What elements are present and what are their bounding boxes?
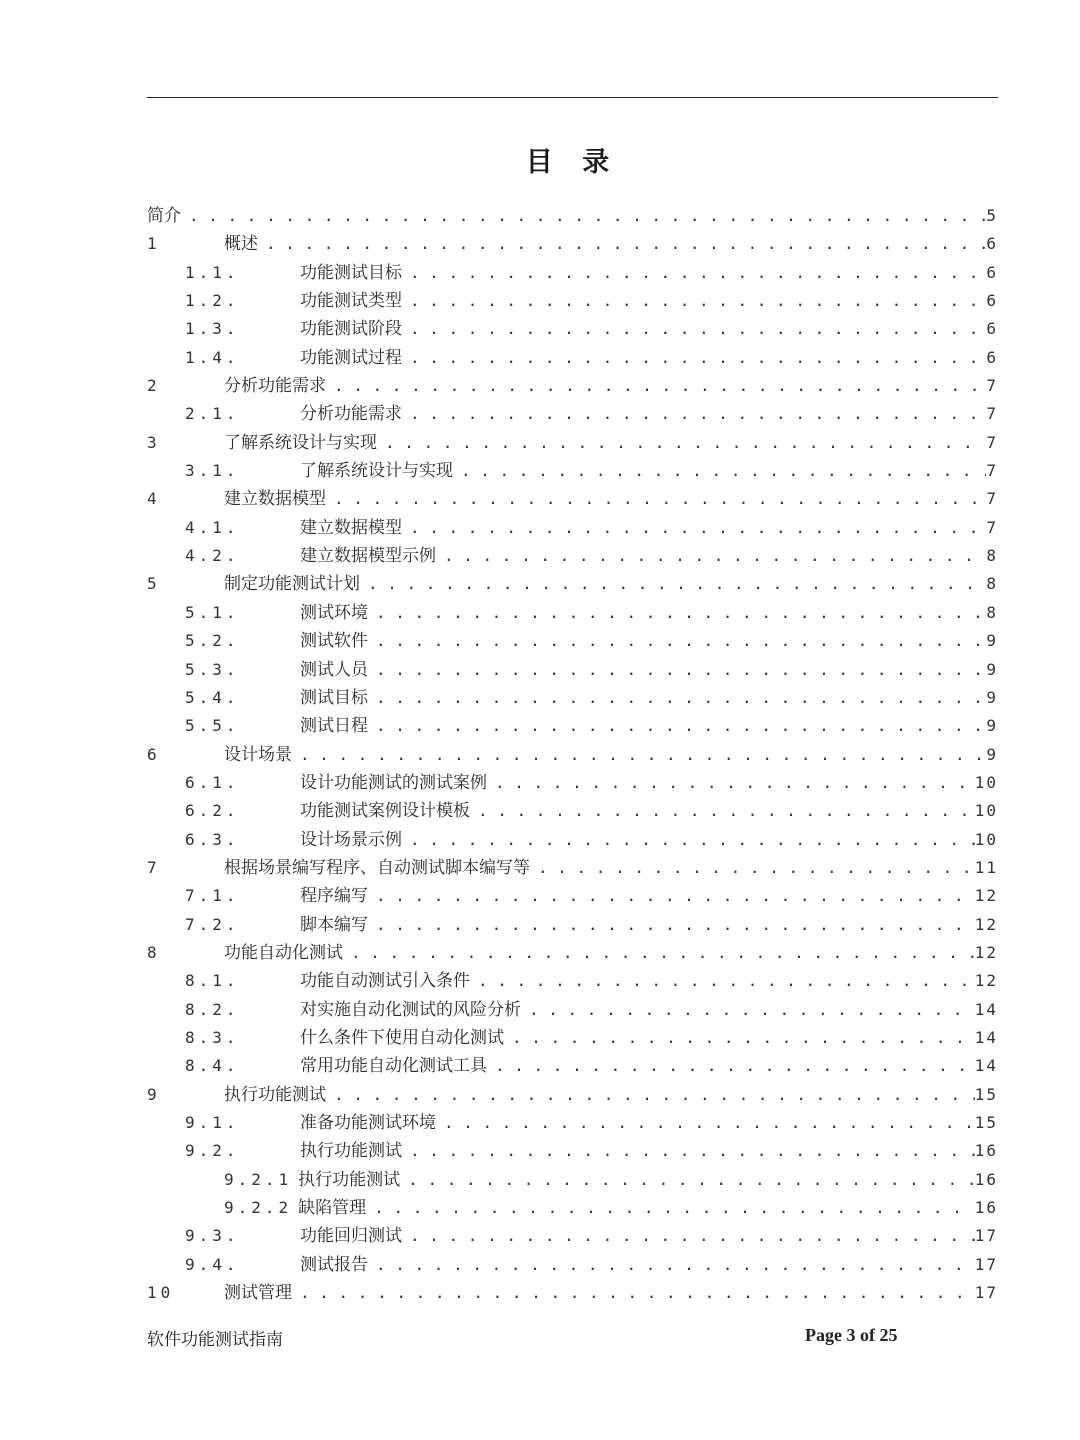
header-rule [147, 97, 998, 98]
toc-entry-page: 9 [986, 716, 998, 736]
toc-entry-title: 分析功能需求 [300, 404, 402, 425]
toc-entry-page: 12 [974, 886, 998, 906]
toc-entry[interactable] [147, 344, 998, 372]
toc-entry-number: 5.5. [185, 716, 240, 736]
toc-entry-page: 17 [974, 1283, 998, 1303]
toc-entry-page: 17 [974, 1254, 998, 1274]
toc-entry-page: 16 [974, 1198, 998, 1218]
footer-page-number: Page 3 of 25 [805, 1325, 898, 1345]
toc-entry[interactable] [147, 315, 998, 343]
toc-entry-page: 12 [974, 942, 998, 962]
toc-entry-page: 16 [974, 1169, 998, 1189]
toc-entry-page: 17 [974, 1226, 998, 1246]
toc-entry-title: 了解系统设计与实现 [224, 432, 377, 453]
toc-dot-leader [402, 514, 986, 542]
toc-entry-number: 5 [147, 574, 161, 594]
toc-entry[interactable] [147, 996, 998, 1024]
toc-entry[interactable] [147, 485, 998, 513]
toc-entry-title: 功能自动化测试 [224, 942, 343, 963]
toc-dot-leader [521, 996, 975, 1024]
toc-entry-title: 测试软件 [300, 631, 368, 652]
toc-dot-leader [326, 1081, 975, 1109]
toc-dot-leader [377, 429, 986, 457]
toc-entry[interactable] [147, 400, 998, 428]
toc-entry-page: 7 [986, 517, 998, 537]
toc-entry-title: 测试日程 [300, 716, 368, 737]
toc-dot-leader [436, 1109, 975, 1137]
toc-entry-title: 什么条件下使用自动化测试 [300, 1027, 504, 1048]
toc-entry-number: 1.1. [185, 262, 240, 282]
toc-entry-title: 建立数据模型 [300, 517, 402, 538]
toc-entry-number: 8 [147, 942, 161, 962]
toc-entry-page: 9 [986, 631, 998, 651]
toc-dot-leader [368, 882, 975, 910]
toc-entry[interactable] [147, 429, 998, 457]
toc-entry-number: 9.3. [185, 1226, 240, 1246]
toc-entry-page: 5 [986, 206, 998, 225]
toc-entry[interactable] [147, 1166, 998, 1194]
toc-entry[interactable] [147, 514, 998, 542]
toc-entry-title: 设计场景示例 [300, 829, 402, 850]
toc-dot-leader [402, 287, 986, 315]
toc-entry[interactable] [147, 826, 998, 854]
toc-entry-number: 4 [147, 489, 161, 509]
toc-entry-page: 11 [974, 857, 998, 877]
toc-entry-number: 9 [147, 1084, 161, 1104]
toc-dot-leader [292, 1279, 975, 1307]
toc-entry-page: 16 [974, 1141, 998, 1161]
toc-entry-number: 4.1. [185, 517, 240, 537]
toc-entry-page: 7 [986, 404, 998, 424]
toc-entry-page: 6 [986, 347, 998, 367]
toc-entry-title: 对实施自动化测试的风险分析 [300, 999, 521, 1020]
toc-entry-page: 14 [974, 999, 998, 1019]
toc-entry[interactable] [147, 570, 998, 598]
toc-entry[interactable] [147, 769, 998, 797]
toc-entry-title: 功能自动测试引入条件 [300, 971, 470, 992]
toc-entry-page: 10 [974, 801, 998, 821]
toc-entry[interactable] [147, 939, 998, 967]
toc-dot-leader [487, 1052, 975, 1080]
toc-entry[interactable] [147, 372, 998, 400]
toc-entry-number: 8.2. [185, 999, 240, 1019]
toc-entry[interactable] [147, 1222, 998, 1250]
toc-entry-page: 15 [974, 1084, 998, 1104]
toc-entry[interactable] [147, 1251, 998, 1279]
toc-entry[interactable] [147, 967, 998, 995]
toc-entry[interactable] [147, 712, 998, 740]
toc-entry-title: 执行功能测试 [224, 1084, 326, 1105]
toc-entry-number: 7.2. [185, 914, 240, 934]
toc-entry-page: 9 [986, 687, 998, 707]
toc-entry-number: 9.2.2 [224, 1198, 293, 1218]
toc-entry-title: 测试人员 [300, 659, 368, 680]
toc-entry-number: 5.3. [185, 659, 240, 679]
toc-entry[interactable] [147, 287, 998, 315]
toc-entry[interactable] [147, 1137, 998, 1165]
toc-dot-leader [366, 1194, 975, 1222]
toc-dot-leader [402, 400, 986, 428]
toc-entry-title: 功能测试阶段 [300, 319, 402, 340]
toc-entry-title: 了解系统设计与实现 [300, 461, 453, 482]
toc-entry[interactable] [147, 1194, 998, 1222]
toc-entry-number: 3.1. [185, 461, 240, 481]
toc-dot-leader [402, 259, 986, 287]
toc-entry-number: 8.4. [185, 1056, 240, 1076]
toc-entry-title: 功能回归测试 [300, 1226, 402, 1247]
toc-entry[interactable] [147, 599, 998, 627]
toc-entry-number: 8.1. [185, 971, 240, 991]
toc-entry-title: 执行功能测试 [300, 1141, 402, 1162]
toc-entry-page: 14 [974, 1027, 998, 1047]
toc-entry-page: 12 [974, 971, 998, 991]
toc-dot-leader [402, 826, 975, 854]
footer-document-title: 软件功能测试指南 [147, 1330, 283, 1350]
toc-dot-leader [402, 315, 986, 343]
toc-entry-number: 5.2. [185, 631, 240, 651]
toc-dot-leader [402, 1137, 975, 1165]
toc-entry[interactable] [147, 797, 998, 825]
toc-dot-leader [453, 457, 986, 485]
toc-dot-leader [292, 741, 986, 769]
toc-entry-title: 常用功能自动化测试工具 [300, 1056, 487, 1077]
toc-entry[interactable] [147, 542, 998, 570]
toc-entry-number: 7 [147, 857, 161, 877]
toc-entry-page: 10 [974, 829, 998, 849]
toc-entry-page: 6 [986, 319, 998, 339]
toc-dot-leader [181, 202, 986, 230]
toc-entry-number: 1.4. [185, 347, 240, 367]
toc-entry-page: 15 [974, 1113, 998, 1132]
toc-entry-number: 2 [147, 376, 161, 396]
toc-entry-title: 准备功能测试环境 [300, 1113, 436, 1133]
toc-entry-page: 6 [986, 291, 998, 311]
toc-entry-number: 1 [147, 234, 161, 254]
toc-entry-title: 设计场景 [224, 744, 292, 765]
toc-dot-leader [368, 627, 986, 655]
toc-entry-number: 6 [147, 744, 161, 764]
toc-dot-leader [504, 1024, 975, 1052]
toc-entry-page: 10 [974, 772, 998, 792]
toc-entry-number: 9.2.1 [224, 1169, 293, 1189]
toc-dot-leader [343, 939, 975, 967]
toc-entry-title: 测试报告 [300, 1254, 368, 1275]
toc-dot-leader [470, 967, 975, 995]
toc-entry[interactable] [147, 202, 998, 230]
toc-entry-number: 4.2. [185, 546, 240, 566]
toc-entry-title: 功能测试类型 [300, 291, 402, 312]
toc-dot-leader [368, 712, 986, 740]
toc-entry-page: 7 [986, 461, 998, 481]
toc-entry-page: 6 [986, 234, 998, 254]
toc-dot-leader [258, 230, 986, 258]
toc-entry-number: 5.1. [185, 602, 240, 622]
toc-entry-number: 2.1. [185, 404, 240, 424]
toc-dot-leader [326, 372, 986, 400]
toc-entry-number: 6.1. [185, 772, 240, 792]
toc-title: 目 录 [525, 147, 620, 178]
toc-entry-title: 测试目标 [300, 687, 368, 708]
toc-entry[interactable] [147, 627, 998, 655]
toc-entry-number: 9.4. [185, 1254, 240, 1274]
toc-entry[interactable] [147, 1081, 998, 1109]
toc-dot-leader [326, 485, 986, 513]
toc-entry[interactable] [147, 684, 998, 712]
toc-entry-page: 7 [986, 376, 998, 396]
toc-entry-title: 分析功能需求 [224, 376, 326, 397]
toc-entry-number: 1.2. [185, 291, 240, 311]
toc-entry-page: 8 [986, 546, 998, 566]
toc-entry-number: 9.1. [185, 1113, 240, 1132]
toc-entry[interactable] [147, 230, 998, 258]
toc-dot-leader [368, 599, 986, 627]
toc-entry-number: 6.2. [185, 801, 240, 821]
toc-entry-number: 5.4. [185, 687, 240, 707]
toc-entry-title: 脚本编写 [300, 914, 368, 935]
toc-dot-leader [436, 542, 986, 570]
toc-dot-leader [402, 1222, 975, 1250]
toc-entry-title: 简介 [147, 206, 181, 226]
toc-entry-page: 7 [986, 489, 998, 509]
toc-dot-leader [487, 769, 975, 797]
toc-entry[interactable] [147, 1279, 998, 1307]
toc-entry-page: 6 [986, 262, 998, 282]
toc-entry-title: 测试环境 [300, 602, 368, 623]
toc-entry-number: 8.3. [185, 1027, 240, 1047]
toc-entry-title: 制定功能测试计划 [224, 574, 360, 595]
toc-entry-page: 14 [974, 1056, 998, 1076]
toc-entry-title: 根据场景编写程序、自动测试脚本编写等 [224, 857, 530, 878]
toc-entry-title: 概述 [224, 234, 258, 255]
toc-entry-title: 测试管理 [224, 1283, 292, 1304]
toc-entry[interactable] [147, 741, 998, 769]
toc-entry-number: 7.1. [185, 886, 240, 906]
toc-dot-leader [530, 854, 975, 882]
toc-entry-page: 9 [986, 744, 998, 764]
toc-entry[interactable] [147, 1024, 998, 1052]
toc-entry-title: 程序编写 [300, 886, 368, 907]
toc-entry[interactable] [147, 911, 998, 939]
toc-entry[interactable] [147, 1052, 998, 1080]
toc-entry[interactable] [147, 457, 998, 485]
toc-entry-number: 1.3. [185, 319, 240, 339]
toc-entry-title: 功能测试目标 [300, 262, 402, 283]
toc-entry-page: 8 [986, 602, 998, 622]
toc-dot-leader [470, 797, 975, 825]
toc-entry-number: 9.2. [185, 1141, 240, 1161]
toc-entry-title: 执行功能测试 [298, 1169, 401, 1190]
toc-dot-leader [368, 656, 986, 684]
toc-entry[interactable] [147, 1109, 998, 1137]
toc-entry-title: 功能测试案例设计模板 [300, 801, 470, 822]
toc-dot-leader [368, 911, 975, 939]
toc-entry-title: 缺陷管理 [298, 1198, 367, 1219]
toc-dot-leader [368, 1251, 975, 1279]
toc-entry-title: 功能测试过程 [300, 347, 402, 368]
toc-entry-number: 10 [147, 1283, 175, 1303]
table-of-contents [147, 202, 998, 1307]
toc-entry-title: 设计功能测试的测试案例 [300, 772, 487, 793]
toc-entry-number: 3 [147, 432, 161, 452]
toc-entry-page: 9 [986, 659, 998, 679]
toc-entry-title: 建立数据模型示例 [300, 546, 436, 567]
toc-entry[interactable] [147, 882, 998, 910]
toc-entry-page: 12 [974, 914, 998, 934]
toc-entry[interactable] [147, 259, 998, 287]
toc-entry-page: 8 [986, 574, 998, 594]
toc-dot-leader [400, 1166, 975, 1194]
toc-entry-number: 6.3. [185, 829, 240, 849]
toc-dot-leader [368, 684, 986, 712]
toc-entry[interactable] [147, 854, 998, 882]
toc-dot-leader [360, 570, 986, 598]
toc-entry[interactable] [147, 656, 998, 684]
toc-entry-title: 建立数据模型 [224, 489, 326, 510]
toc-dot-leader [402, 344, 986, 372]
toc-entry-page: 7 [986, 432, 998, 452]
